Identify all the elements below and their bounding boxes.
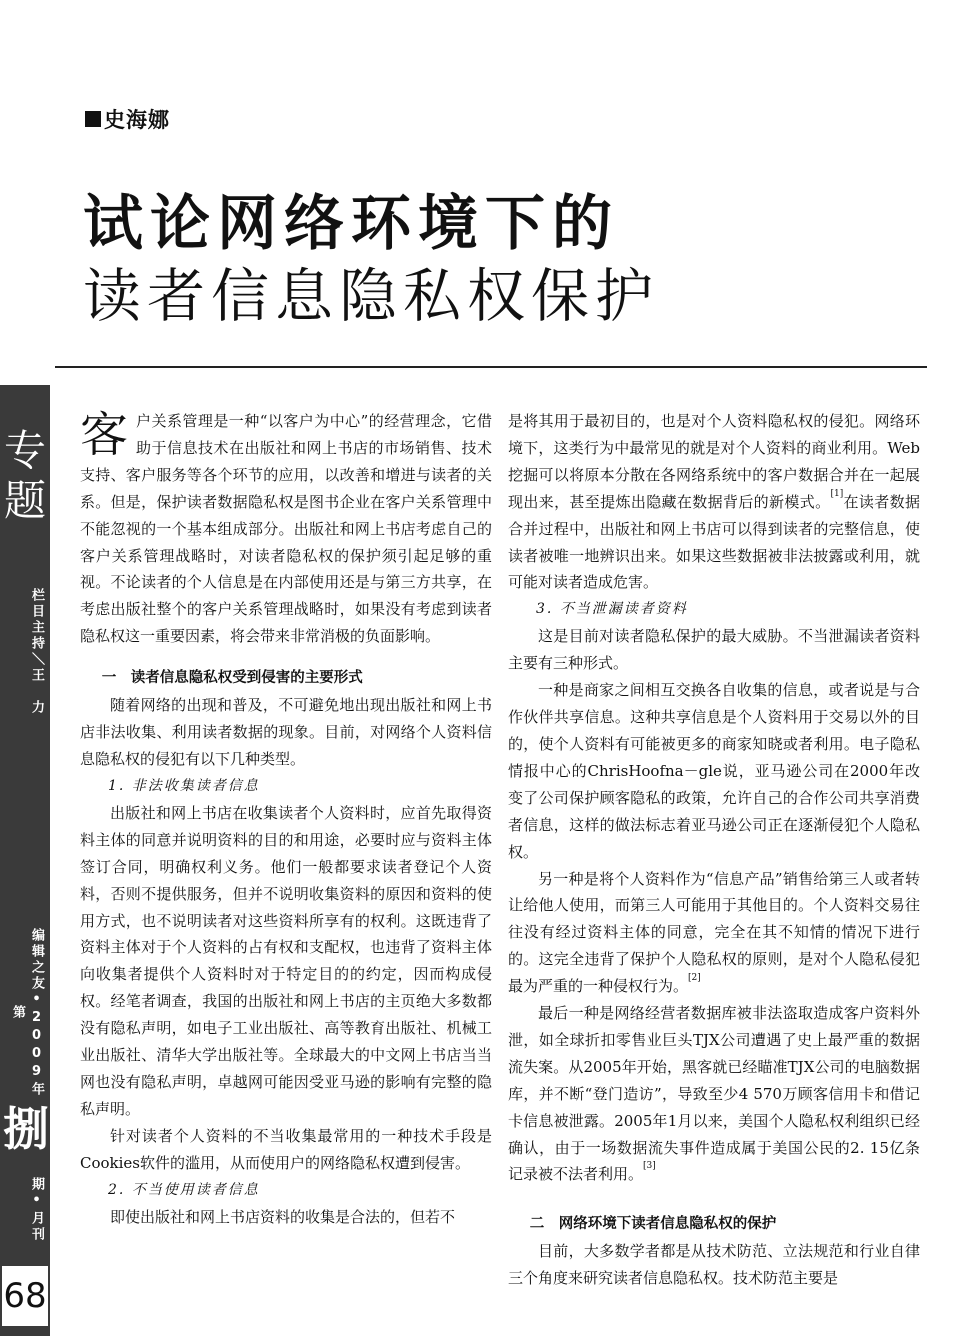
ref-1: [1]: [830, 488, 844, 499]
journal-name: 编辑之友•2009年第: [10, 927, 44, 1098]
issue-char: 捌: [3, 1102, 49, 1156]
subsection1-heading: 1. 非法收集读者信息: [108, 777, 260, 794]
intro-paragraph: [80, 408, 492, 650]
subsection3-text3: 另一种是将个人资料作为“信息产品”销售给第三人或者转让给他人使用，而第三人可能用于其他目的。个人资料交易往往没有经过资料主体的同意，完全在其不知情的情况下进行的。这完全违背了保护个人隐私权的原则，是对个人隐私侵犯最为严重的一种侵权行为。: [508, 869, 920, 996]
intro-text: 户关系管理是一种“以客户为中心”的经营理念，它借助于信息技术在出版社和网上书店的市场销售、技术支持、客户服务等各个环节的应用，以改善和增进与读者的关系。但是，保护读者数据隐私权是图书企业在客户关系管理中不能忽视的一个基本组成部分。出版社和网上书店考虑自己的客户关系管理战略时，对读者隐私权的保护须引起足够的重视。不论读者的个人信息是在内部使用还是与第三方共享，在考虑出版社整个的客户关系管理战略时，如果没有考虑到读者隐私权这一重要因素，将会带来非常消极的负面影响。: [80, 412, 492, 646]
subsection2-heading: 2. 不当使用读者信息: [108, 1181, 260, 1198]
section-sidebar: [0, 385, 50, 1336]
subsection3-paragraph2: 一种是商家之间相互交换各自收集的信息，或者说是与合作伙伴共享信息。这种共享信息是个人资料用于交易以外的目的，使个人资料有可能被更多的商家知晓或者利用。电子隐私情报中心的ChrisHoofna－gle说，亚马逊公司在2000年改变了公司保护顾客隐私的政策，允许自己的合作公司共享消费者信息，这样的做法标志着亚马逊公司正在逐渐侵犯个人隐私权。: [508, 681, 920, 861]
article-title-line2: 读者信息隐私权保护: [83, 262, 660, 330]
subsection1-paragraph1: 出版社和网上书店在收集读者个人资料时，应首先取得资料主体的同意并说明资料的目的和用途，必要时应与资料主体签订合同，明确权利义务。他们一般都要求读者登记个人资料，否则不提供服务，但并不说明收集资料的原因和资料的使用方式，也不说明读者对这些资料所享有的权利。这既违背了资料主体对于个人资料的占有权和支配权，也违背了资料主体向收集者提供个人资料时对于特定目的的约定，因而构成侵权。经笔者调查，我国的出版社和网上书店的主页绝大多数都没有隐私声明，如电子工业出版社、高等教育出版社、机械工业出版社、清华大学出版社等。全球最大的中文网上书店当当网也没有隐私声明，卓越网可能因受亚马逊的影响有完整的隐私声明。: [80, 803, 492, 1118]
subsection3-paragraph1: 这是目前对读者隐私保护的最大威胁。不当泄漏读者资料主要有三种形式。: [508, 627, 920, 673]
subsection2-text-b: 在读者数据合并过程中，出版社和网上书店可以得到读者的完整信息，使读者被唯一地辨识出来。如果这些数据被非法披露或利用，就可能对读者造成危害。: [508, 492, 920, 592]
subsection1-paragraph2: 针对读者个人资料的不当收集最常用的一种技术手段是Cookies软件的滥用，从而使用户的网络隐私权遭到侵害。: [80, 1126, 492, 1172]
article-title: [83, 189, 660, 330]
subsection3-text4: 最后一种是网络经营者数据库被非法盗取造成客户资料外泄，如全球折扣零售业巨头TJX公司遭遇了史上最严重的数据流失案。从2005年开始，黑客就已经瞄准TJX公司的电脑数据库，并不断“登门造访”，导致至少4 570万顾客信用卡和借记卡信息被泄露。2005年1月以来，美国个人隐私权利组织已经确认，由于一场数据流失事件造成属于美国公民的2. 15亿条记录被不法者利用。: [508, 1004, 920, 1184]
subsection3-heading: 3. 不当泄漏读者资料: [536, 601, 688, 618]
subsection2-text-a: 是将其用于最初目的，也是对个人资料隐私权的侵犯。网络环境下，这类行为中最常见的就是对个人资料的商业利用。Web挖掘可以将原本分散在各网络系统中的客户数据合并在一起展现出来，甚至提炼出隐藏在数据背后的新模式。: [508, 412, 920, 511]
subsection2-paragraph-cont: [508, 408, 920, 596]
author-name: 史海娜: [104, 108, 170, 132]
subsection2-paragraph-start: 即使出版社和网上书店资料的收集是合法的，但若不: [110, 1207, 456, 1226]
section-char-2: 题: [3, 476, 46, 525]
section1-heading: 一 读者信息隐私权受到侵害的主要形式: [101, 670, 363, 687]
right-column: [508, 408, 920, 1292]
title-divider: [55, 366, 927, 368]
article-title-line1: 试论网络环境下的: [83, 189, 619, 259]
section-char-1: 专: [3, 426, 46, 475]
section2-paragraph: 目前，大多数学者都是从技术防范、立法规范和行业自律三个角度来研究读者信息隐私权。技术防范主要是: [508, 1242, 920, 1288]
section2-heading: 二 网络环境下读者信息隐私权的保护: [529, 1216, 777, 1233]
section1-paragraph: 随着网络的出现和普及，不可避免地出现出版社和网上书店非法收集、利用读者数据的现象。目前，对网络个人资料信息隐私权的侵犯有以下几种类型。: [80, 696, 492, 768]
author: [85, 104, 170, 134]
issue-suffix: 期•月刊: [29, 1177, 44, 1243]
left-column: [80, 408, 492, 1230]
ref-2: [2]: [688, 973, 701, 984]
subsection3-paragraph4: [508, 1000, 920, 1188]
subsection3-paragraph3: [508, 866, 920, 1001]
page-number: 68: [2, 1266, 48, 1326]
dropcap: 客: [80, 407, 129, 463]
column-editor: 栏目主持＼王 力: [29, 588, 44, 716]
author-bullet-icon: [85, 111, 101, 127]
ref-3: [3]: [643, 1161, 656, 1172]
